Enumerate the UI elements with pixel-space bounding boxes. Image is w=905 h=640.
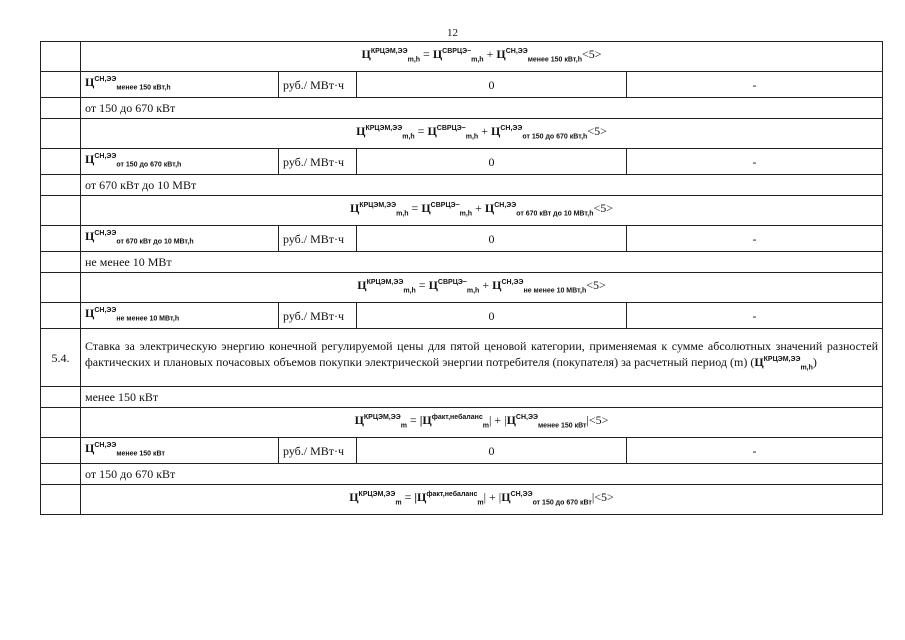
section-symbol-symbol: Ц [754, 355, 764, 370]
formula-cell [81, 119, 883, 149]
dash-cell [627, 149, 883, 175]
value-cell [357, 303, 627, 329]
dash-value: - [752, 77, 757, 92]
table-row [41, 72, 883, 98]
formula-term2-subscript: не менее 10 МВт,h [523, 287, 587, 295]
page-number: 12 [447, 27, 458, 39]
section-number-cell [41, 175, 81, 196]
formula-lhs-subscript: m,h [407, 56, 421, 64]
value: 0 [488, 443, 495, 458]
range-label: от 150 до 670 кВт [85, 101, 176, 115]
formula-lhs-symbol: Ц [357, 278, 367, 293]
formula-lhs-subscript: m,h [402, 133, 415, 141]
table-row [41, 438, 883, 464]
parameter-subscript: менее 150 кВт,h [116, 84, 171, 92]
formula-term2-subscript: менее 150 кВт,h [527, 56, 582, 64]
table-row [41, 119, 883, 149]
formula-term1-symbol: Ц [428, 278, 438, 293]
formula-lhs-symbol: Ц [361, 47, 371, 62]
tariff-table-body [41, 42, 883, 515]
range-label-cell [81, 252, 883, 273]
formula-operator: | + | [489, 413, 507, 428]
formula-term2-symbol: Ц [491, 124, 501, 139]
formula-equals: = [420, 47, 433, 62]
table-row [41, 98, 883, 119]
formula-term1-subscript: m,h [471, 56, 484, 64]
parameter-cell [81, 226, 279, 252]
formula-term1-subscript: m [482, 422, 489, 430]
section-number-cell [41, 72, 81, 98]
formula-term1-symbol: |Ц [419, 413, 432, 428]
parameter-symbol: Ц [85, 441, 95, 456]
formula-equals: = [414, 124, 428, 139]
value-cell [357, 72, 627, 98]
formula-lhs-superscript: КРЦЭМ,ЭЭ [359, 202, 397, 210]
value-cell [357, 226, 627, 252]
section-number-cell [41, 98, 81, 119]
parameter-subscript: менее 150 кВт [116, 450, 165, 458]
formula-term1-subscript: m [477, 499, 484, 507]
table-row [41, 252, 883, 273]
formula-term2-symbol: Ц [492, 278, 502, 293]
dash-value: - [752, 443, 757, 458]
formula-lhs-symbol: Ц [356, 124, 366, 139]
table-row [41, 175, 883, 196]
parameter-cell [81, 303, 279, 329]
formula-equals: = [401, 490, 415, 505]
formula-lhs-symbol: Ц [354, 413, 364, 428]
dash-cell [627, 303, 883, 329]
dash-value: - [752, 308, 757, 323]
formula-cell [81, 273, 883, 303]
formula-note: |<5> [586, 413, 609, 428]
section-number-cell [41, 329, 81, 387]
formula-term2-superscript: СН,ЭЭ [510, 491, 533, 499]
formula-lhs-superscript: КРЦЭМ,ЭЭ [358, 491, 396, 499]
formula-note: <5> [586, 278, 606, 293]
formula-term1-superscript: СВРЦЭ− [430, 202, 460, 210]
formula-term1-subscript: m,h [466, 287, 480, 295]
table-row [41, 149, 883, 175]
tariff-table [40, 41, 883, 515]
formula-operator: + [478, 124, 491, 139]
formula-term1-superscript: СВРЦЭ− [437, 279, 467, 287]
unit-label: руб./ МВт·ч [283, 443, 345, 458]
parameter-cell [81, 149, 279, 175]
section-close: ) [812, 355, 817, 370]
section-symbol-superscript: КРЦЭМ,ЭЭ [763, 356, 801, 364]
formula-equals: = [408, 201, 422, 216]
formula-term2-superscript: СН,ЭЭ [501, 279, 524, 287]
section-number: 5.4. [51, 350, 70, 365]
table-row [41, 387, 883, 408]
dash-value: - [752, 154, 757, 169]
range-label-cell [81, 175, 883, 196]
section-number-cell [41, 252, 81, 273]
formula-term1-superscript: СВРЦЭ− [436, 125, 466, 133]
formula-lhs-subscript: m [400, 422, 407, 430]
formula-term1-subscript: m,h [465, 133, 479, 141]
formula-lhs-symbol: Ц [349, 490, 359, 505]
formula-term2-superscript: СН,ЭЭ [494, 202, 517, 210]
formula-term1-superscript: факт,небаланс [426, 491, 478, 499]
formula-lhs-subscript: m [395, 499, 402, 507]
formula-cell [81, 196, 883, 226]
formula-term2-subscript: менее 150 кВт [537, 422, 587, 430]
parameter-subscript: не менее 10 МВт,h [116, 315, 180, 323]
formula-term1-symbol: Ц [432, 47, 443, 62]
formula-note: <5> [581, 47, 602, 62]
section-number-cell [41, 387, 81, 408]
section-number-cell [41, 438, 81, 464]
formula-note: |<5> [591, 490, 614, 505]
section-number-cell [41, 42, 81, 72]
section-number-cell [41, 149, 81, 175]
formula-term1-symbol: |Ц [414, 490, 427, 505]
formula-cell [81, 485, 883, 515]
parameter-symbol: Ц [85, 306, 95, 321]
unit-label: руб./ МВт·ч [283, 308, 345, 323]
section-description: Ставка за электрическую энергию конечной регулируемой цены для пятой ценовой категории, применяемая к сумме абсолютных значений разностей фактических и плановых почасовых объемов покупки электрической энергии потребителя (покупателя) за расчетный период (m) ( [85, 339, 878, 370]
formula-term1-superscript: факт,небаланс [431, 414, 483, 422]
range-label: от 150 до 670 кВт [85, 467, 176, 481]
unit-label: руб./ МВт·ч [283, 154, 345, 169]
formula-operator: + [483, 47, 497, 62]
parameter-superscript: СН,ЭЭ [94, 307, 117, 315]
table-row [41, 485, 883, 515]
parameter-superscript: СН,ЭЭ [94, 76, 117, 84]
parameter-cell [81, 438, 279, 464]
table-row [41, 42, 883, 72]
range-label: менее 150 кВт [85, 390, 159, 404]
value: 0 [488, 154, 495, 169]
range-label-cell [81, 98, 883, 119]
section-number-cell [41, 408, 81, 438]
value-cell [357, 438, 627, 464]
formula-term1-subscript: m,h [459, 210, 473, 218]
formula-operator: + [472, 201, 485, 216]
unit-cell [279, 303, 357, 329]
formula-note: <5> [587, 124, 607, 139]
value: 0 [488, 231, 495, 246]
table-row [41, 196, 883, 226]
section-number-cell [41, 119, 81, 149]
formula-term1-symbol: Ц [427, 124, 437, 139]
value: 0 [488, 77, 495, 92]
section-number-cell [41, 464, 81, 485]
formula-lhs-superscript: КРЦЭМ,ЭЭ [363, 414, 401, 422]
value-cell [357, 149, 627, 175]
formula-term2-superscript: СН,ЭЭ [500, 125, 523, 133]
range-label-cell [81, 464, 883, 485]
parameter-subscript: от 670 кВт до 10 МВт,h [116, 238, 194, 246]
formula-term1-symbol: Ц [421, 201, 431, 216]
formula-term2-superscript: СН,ЭЭ [515, 414, 538, 422]
unit-cell [279, 149, 357, 175]
formula-lhs-superscript: КРЦЭМ,ЭЭ [366, 279, 404, 287]
table-row [41, 226, 883, 252]
formula-cell [81, 42, 883, 72]
section-number-cell [41, 485, 81, 515]
formula-lhs-subscript: m,h [396, 210, 409, 218]
formula-lhs-subscript: m,h [403, 287, 416, 295]
formula-term2-superscript: СН,ЭЭ [505, 48, 528, 56]
formula-operator: | + | [483, 490, 502, 505]
dash-cell [627, 438, 883, 464]
section-symbol-subscript: m,h [800, 364, 813, 372]
parameter-symbol: Ц [85, 152, 95, 167]
formula-term2-symbol: Ц [506, 413, 516, 428]
parameter-superscript: СН,ЭЭ [94, 153, 117, 161]
formula-lhs-symbol: Ц [349, 201, 360, 216]
formula-cell [81, 408, 883, 438]
formula-term2-subscript: от 150 до 670 кВт [532, 499, 592, 507]
parameter-superscript: СН,ЭЭ [94, 442, 117, 450]
unit-cell [279, 72, 357, 98]
parameter-symbol: Ц [85, 229, 95, 244]
formula-term2-subscript: от 670 кВт до 10 МВт,h [516, 210, 594, 218]
table-row [41, 273, 883, 303]
formula-term1-superscript: СВРЦЭ− [442, 48, 472, 56]
unit-cell [279, 226, 357, 252]
formula-term2-symbol: Ц [484, 201, 495, 216]
unit-cell [279, 438, 357, 464]
formula-equals: = [406, 413, 420, 428]
formula-operator: + [479, 278, 493, 293]
range-label-cell [81, 387, 883, 408]
section-number-cell [41, 303, 81, 329]
section-number-cell [41, 226, 81, 252]
table-row [41, 329, 883, 387]
formula-term2-subscript: от 150 до 670 кВт,h [522, 133, 588, 141]
formula-term2-symbol: Ц [496, 47, 506, 62]
formula-lhs-superscript: КРЦЭМ,ЭЭ [365, 125, 403, 133]
dash-value: - [752, 231, 757, 246]
range-label: от 670 кВт до 10 МВт [85, 178, 197, 192]
section-description-cell [81, 329, 883, 387]
section-number-cell [41, 273, 81, 303]
formula-equals: = [415, 278, 429, 293]
table-row [41, 408, 883, 438]
dash-cell [627, 226, 883, 252]
unit-label: руб./ МВт·ч [283, 77, 345, 92]
dash-cell [627, 72, 883, 98]
table-row [41, 464, 883, 485]
parameter-superscript: СН,ЭЭ [94, 230, 117, 238]
table-row [41, 303, 883, 329]
unit-label: руб./ МВт·ч [283, 231, 345, 246]
parameter-cell [81, 72, 279, 98]
section-number-cell [41, 196, 81, 226]
range-label: не менее 10 МВт [85, 255, 172, 269]
value: 0 [488, 308, 495, 323]
parameter-subscript: от 150 до 670 кВт,h [116, 161, 182, 169]
formula-term2-symbol: Ц [501, 490, 511, 505]
formula-lhs-superscript: КРЦЭМ,ЭЭ [370, 48, 408, 56]
parameter-symbol: Ц [85, 75, 95, 90]
formula-note: <5> [593, 201, 614, 216]
